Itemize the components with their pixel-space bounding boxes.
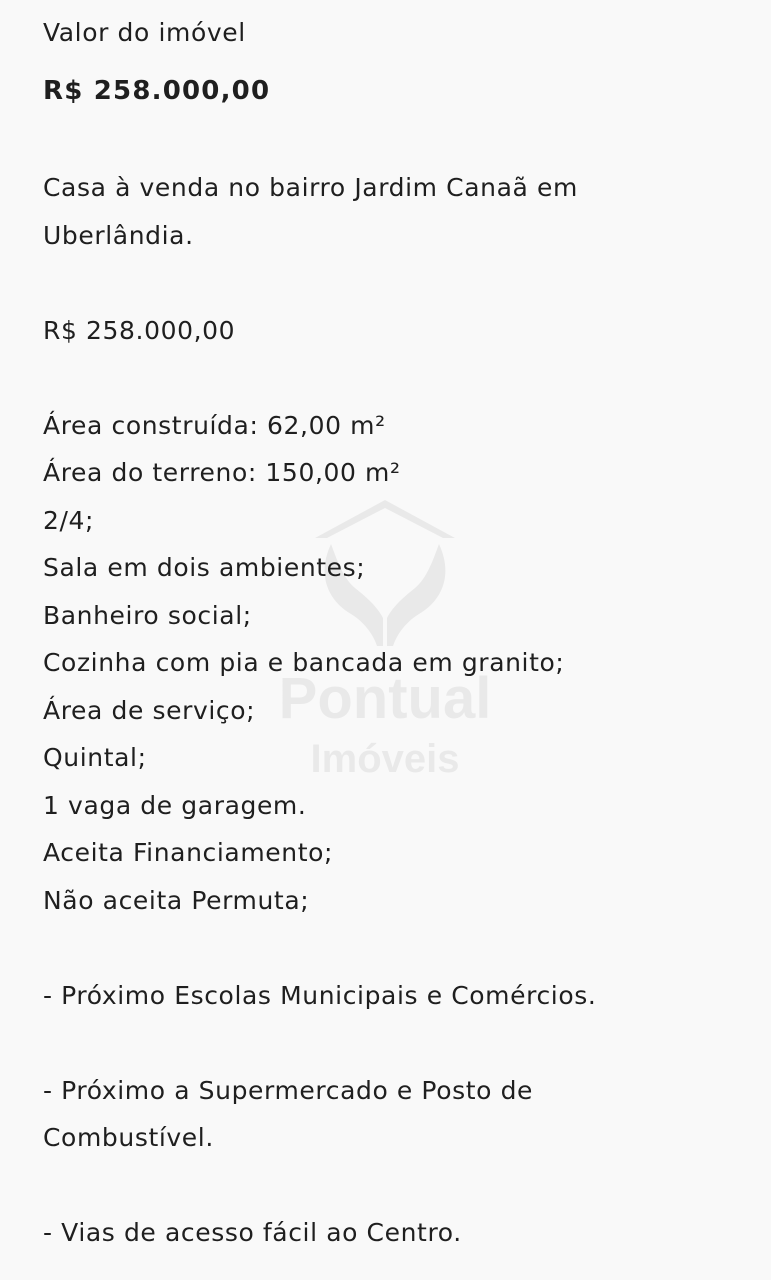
spacer: [43, 259, 743, 307]
feature-item: Cozinha com pia e bancada em granito;: [43, 648, 565, 677]
watermark-sub: Imóveis: [310, 737, 460, 781]
watermark-brand: Pontual: [278, 666, 492, 731]
intro-line: Uberlândia.: [43, 220, 194, 250]
spacer: [43, 1019, 743, 1067]
feature-item: Banheiro social;: [43, 600, 252, 630]
note-access: - Vias de acesso fácil ao Centro.: [43, 1218, 462, 1247]
note-schools: - Próximo Escolas Municipais e Comércios.: [43, 980, 597, 1010]
price-value: R$ 258.000,00: [43, 76, 271, 106]
price-label: Valor do imóvel: [43, 18, 246, 47]
intro-line: Casa à venda no bairro Jardim Canaã em: [43, 173, 578, 202]
feature-item: Área construída: 62,00 m²: [43, 410, 386, 440]
feature-item: Área do terreno: 150,00 m²: [43, 458, 401, 487]
note-market: - Próximo a Supermercado e Posto de: [43, 1075, 534, 1105]
note-market: Combustível.: [43, 1123, 214, 1152]
feature-item: 2/4;: [43, 505, 95, 535]
spacer: [43, 1162, 743, 1210]
feature-item: Área de serviço;: [43, 695, 256, 725]
spacer: [43, 354, 743, 402]
feature-item: Quintal;: [43, 743, 147, 772]
price-repeat: R$ 258.000,00: [43, 315, 236, 345]
feature-item: Não aceita Permuta;: [43, 885, 310, 915]
feature-item: Aceita Financiamento;: [43, 838, 334, 867]
feature-item: Sala em dois ambientes;: [43, 553, 366, 582]
listing-description: [43, 164, 743, 1257]
spacer: [43, 924, 743, 972]
feature-item: 1 vaga de garagem.: [43, 790, 307, 820]
